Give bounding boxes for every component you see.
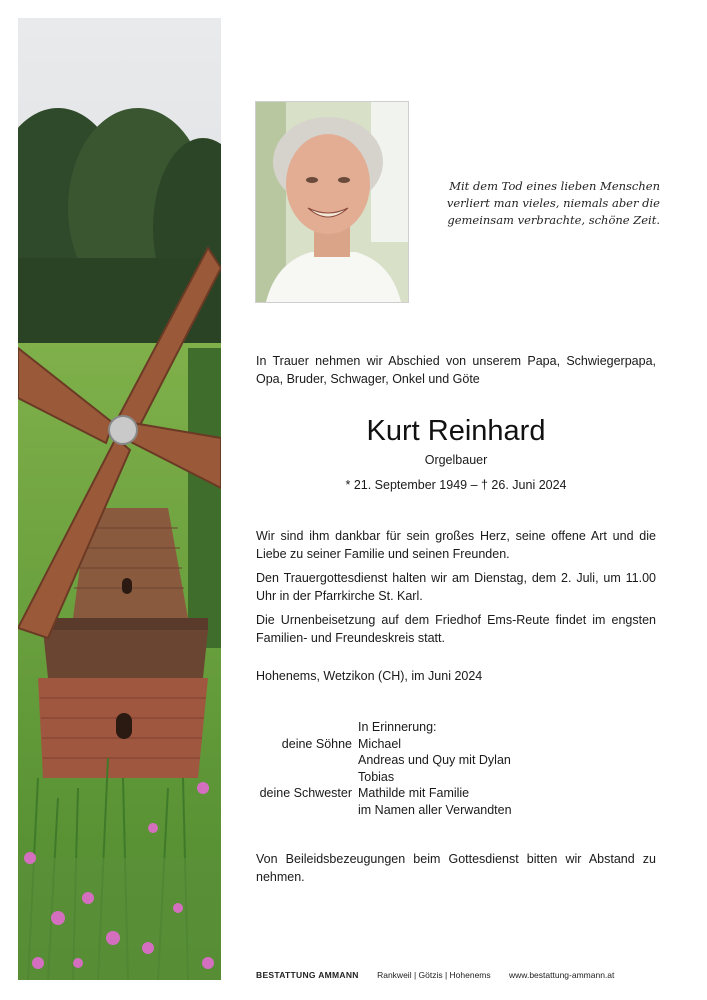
relation-label: deine Schwester [259, 786, 352, 800]
survivor-name: In Erinnerung: [358, 720, 437, 734]
footer-locations: Rankweil | Götzis | Hohenems [377, 970, 491, 980]
quote-line: Mit dem Tod eines lieben Menschen [449, 179, 660, 193]
announcement-body [256, 527, 656, 653]
relation-label [236, 802, 352, 819]
survivor-name: Tobias [358, 769, 395, 784]
deceased-name: Kurt Reinhard [366, 415, 546, 447]
quote-line: verliert man vieles, niemals aber die [446, 196, 660, 210]
brand-name-part2: AMMANN [318, 970, 359, 980]
funeral-home-footer [256, 970, 614, 980]
memorial-quote [440, 178, 660, 229]
deceased-profession: Orgelbauer [424, 453, 488, 467]
footer-website[interactable]: www.bestattung-ammann.at [509, 970, 615, 980]
windmill-photo [18, 18, 221, 980]
survivor-name: Mathilde mit Familie [358, 786, 470, 800]
relation-label [236, 719, 352, 736]
quote-line: gemeinsam verbrachte, schöne Zeit. [447, 213, 660, 227]
relation-label [236, 752, 352, 769]
survivor-relations [236, 719, 352, 818]
intro-text: In Trauer nehmen wir Abschied von unserem Papa, Schwiegerpapa, Opa, Bruder, Schwager, Onkel und Göte [256, 354, 656, 386]
survivor-name: Andreas und Quy mit Dylan [358, 753, 511, 767]
body-paragraph: Die Urnenbeisetzung auf dem Friedhof Ems-Reute findet im engsten Familien- und Freundeskreis statt. [256, 613, 656, 645]
life-dates: * 21. September 1949 – † 26. Juni 2024 [345, 478, 567, 492]
survivor-name: im Namen aller Verwandten [358, 802, 512, 817]
portrait-photo [255, 101, 409, 303]
place-and-date: Hohenems, Wetzikon (CH), im Juni 2024 [256, 669, 483, 683]
survivor-names [358, 719, 658, 818]
brand-name-part1: BESTATTUNG [256, 970, 316, 980]
relation-label: deine Söhne [281, 736, 352, 751]
body-paragraph: Den Trauergottesdienst halten wir am Dienstag, dem 2. Juli, um 11.00 Uhr in der Pfarrkirche St. Karl. [256, 571, 656, 603]
body-paragraph: Wir sind ihm dankbar für sein großes Herz, seine offene Art und die Liebe zu seiner Familie und seinen Freunden. [256, 529, 656, 561]
relation-label [236, 769, 352, 786]
survivor-name: Michael [358, 736, 402, 751]
closing-note: Von Beileidsbezeugungen beim Gottesdienst bitten wir Abstand zu nehmen. [256, 852, 656, 884]
